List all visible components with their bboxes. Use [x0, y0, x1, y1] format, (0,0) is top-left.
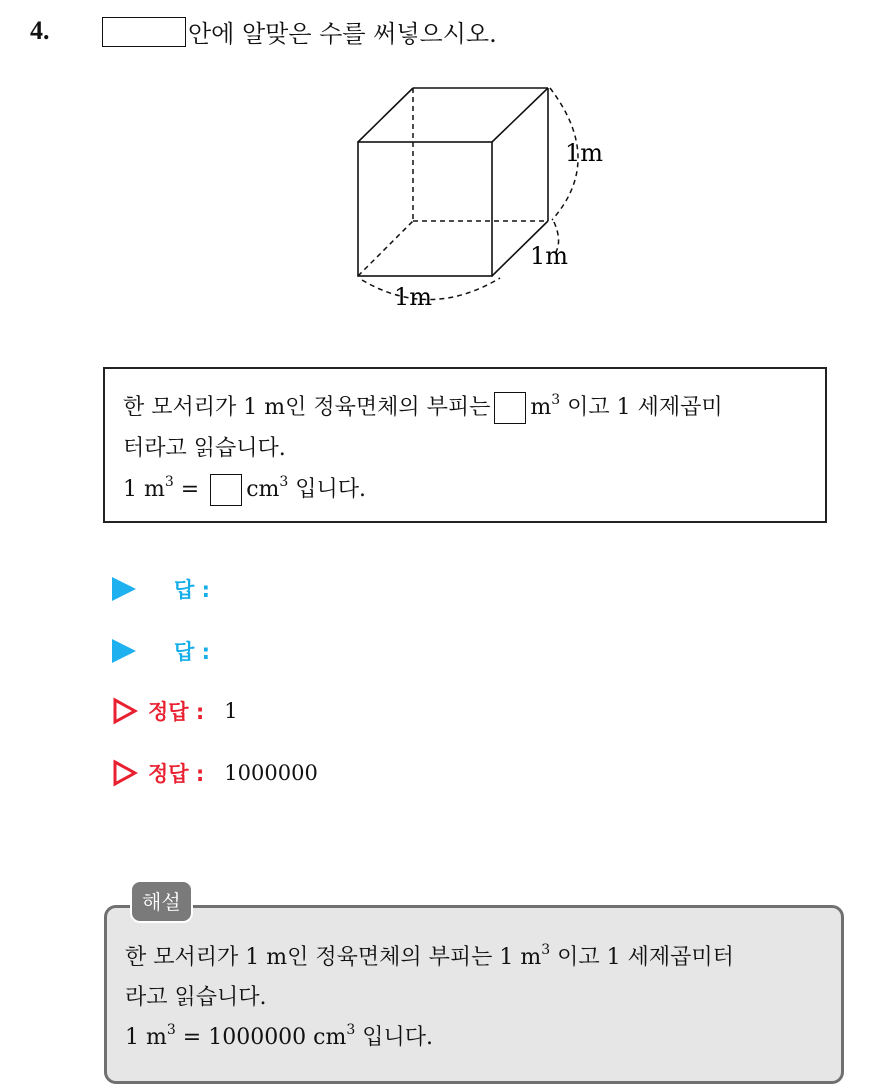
correct-answer-row-1: [112, 696, 238, 726]
content-line-1-after: 이고 1 세제곱미: [560, 395, 723, 420]
exponent: 3: [279, 473, 289, 490]
explanation-line-2: 라고 읽습니다.: [125, 985, 267, 1010]
question-number: 4.: [30, 16, 50, 45]
explanation-line-3-text: 1 m: [125, 1025, 167, 1050]
outline-play-icon: [112, 759, 138, 787]
exponent: 3: [164, 473, 174, 490]
explanation-line-3-after: 입니다.: [355, 1025, 434, 1050]
content-line-3-text: 1 m: [123, 477, 165, 502]
correct-value: 1000000: [224, 761, 318, 785]
correct-answer-row-2: [112, 758, 318, 788]
explanation-line-3: [125, 1018, 841, 1058]
exponent: 3: [346, 1021, 356, 1038]
depth-label: 1m: [530, 242, 569, 270]
content-line-2: 터라고 읽습니다.: [123, 436, 286, 461]
unit-cm: cm: [246, 477, 280, 502]
answer-label: 답 :: [174, 640, 210, 664]
question-instruction-line: [102, 14, 497, 49]
answer-row-2: [112, 636, 210, 666]
explanation-tab: 해설: [130, 880, 193, 923]
explanation-line-1: [125, 938, 841, 978]
explanation-box: [104, 905, 844, 1084]
explanation-line-3-mid: = 1000000 cm: [175, 1025, 347, 1050]
answer-row-1: [112, 574, 210, 604]
correct-value: 1: [224, 699, 238, 723]
play-icon: [112, 577, 136, 601]
answer-label: 답 :: [174, 578, 210, 602]
width-label: 1m: [394, 283, 433, 311]
exponent: 3: [551, 391, 561, 408]
question-instruction: 안에 알맞은 수를 써넣으시오.: [188, 20, 497, 48]
exponent: 3: [541, 941, 551, 958]
content-line-1-text: 한 모서리가 1 m인 정육면체의 부피는: [123, 395, 491, 420]
correct-label: 정답 :: [148, 762, 205, 786]
exponent: 3: [166, 1021, 176, 1038]
content-line-3-after: 입니다.: [288, 477, 367, 502]
explanation-line-1-text: 한 모서리가 1 m인 정육면체의 부피는 1 m: [125, 945, 542, 970]
equals-sign: =: [173, 477, 207, 502]
play-icon: [112, 639, 136, 663]
height-label: 1m: [565, 139, 604, 167]
answer-blank-box: [102, 17, 186, 47]
explanation-line-1-after: 이고 1 세제곱미터: [550, 945, 734, 970]
content-line-3: [123, 469, 825, 510]
cube-figure: [340, 80, 630, 320]
correct-label: 정답 :: [148, 700, 205, 724]
unit-m: m: [530, 395, 552, 420]
outline-play-icon: [112, 697, 138, 725]
problem-content-box: [103, 367, 827, 523]
volume-blank-box: [494, 392, 526, 424]
content-line-1: [123, 387, 825, 428]
conversion-blank-box: [210, 474, 242, 506]
